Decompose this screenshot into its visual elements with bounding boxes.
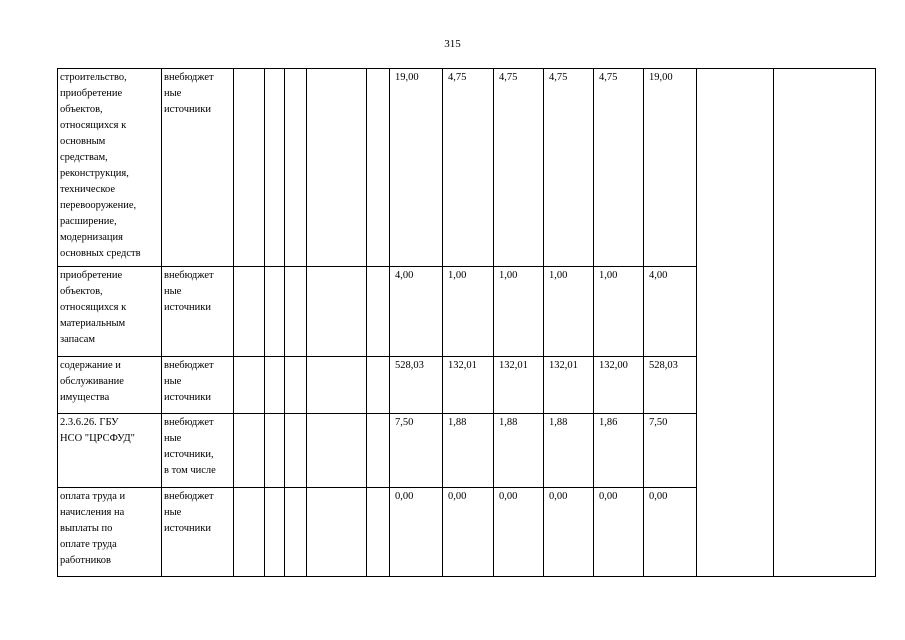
row-funding-source: внебюджет ные источники <box>162 267 234 357</box>
value-cell: 4,75 <box>443 69 494 267</box>
value-cell: 1,88 <box>494 414 544 488</box>
row-funding-source: внебюджет ные источники <box>162 488 234 577</box>
row-description: содержание и обслуживание имущества <box>58 357 162 414</box>
value-cell: 1,86 <box>594 414 644 488</box>
row-description: оплата труда и начисления на выплаты по оплате труда работников <box>58 488 162 577</box>
value-cell: 0,00 <box>644 488 697 577</box>
row-description: строительство, приобретение объектов, относящихся к основным средствам, реконструкция, техническое перевооружение, расширение, модернизация основных средств <box>58 69 162 267</box>
value-cell: 4,75 <box>494 69 544 267</box>
merged-empty-cell <box>697 69 774 577</box>
value-cell: 4,00 <box>390 267 443 357</box>
table-row <box>58 69 876 267</box>
value-cell: 132,01 <box>443 357 494 414</box>
value-cell: 1,00 <box>594 267 644 357</box>
value-cell: 528,03 <box>644 357 697 414</box>
value-cell: 0,00 <box>544 488 594 577</box>
row-description: приобретение объектов, относящихся к материальным запасам <box>58 267 162 357</box>
value-cell: 4,00 <box>644 267 697 357</box>
value-cell: 19,00 <box>644 69 697 267</box>
value-cell: 0,00 <box>594 488 644 577</box>
value-cell: 7,50 <box>644 414 697 488</box>
value-cell: 1,00 <box>494 267 544 357</box>
value-cell: 4,75 <box>544 69 594 267</box>
value-cell: 1,00 <box>443 267 494 357</box>
value-cell: 1,88 <box>544 414 594 488</box>
value-cell: 528,03 <box>390 357 443 414</box>
row-funding-source: внебюджет ные источники, в том числе <box>162 414 234 488</box>
value-cell: 0,00 <box>494 488 544 577</box>
value-cell: 19,00 <box>390 69 443 267</box>
value-cell: 7,50 <box>390 414 443 488</box>
value-cell: 132,00 <box>594 357 644 414</box>
budget-table <box>57 68 876 577</box>
merged-empty-cell <box>774 69 876 577</box>
value-cell: 4,75 <box>594 69 644 267</box>
row-description: 2.3.6.26. ГБУ НСО "ЦРСФУД" <box>58 414 162 488</box>
value-cell: 132,01 <box>544 357 594 414</box>
value-cell: 1,00 <box>544 267 594 357</box>
value-cell: 132,01 <box>494 357 544 414</box>
value-cell: 0,00 <box>443 488 494 577</box>
row-funding-source: внебюджет ные источники <box>162 69 234 267</box>
value-cell: 0,00 <box>390 488 443 577</box>
value-cell: 1,88 <box>443 414 494 488</box>
page-number: 315 <box>444 38 461 50</box>
row-funding-source: внебюджет ные источники <box>162 357 234 414</box>
